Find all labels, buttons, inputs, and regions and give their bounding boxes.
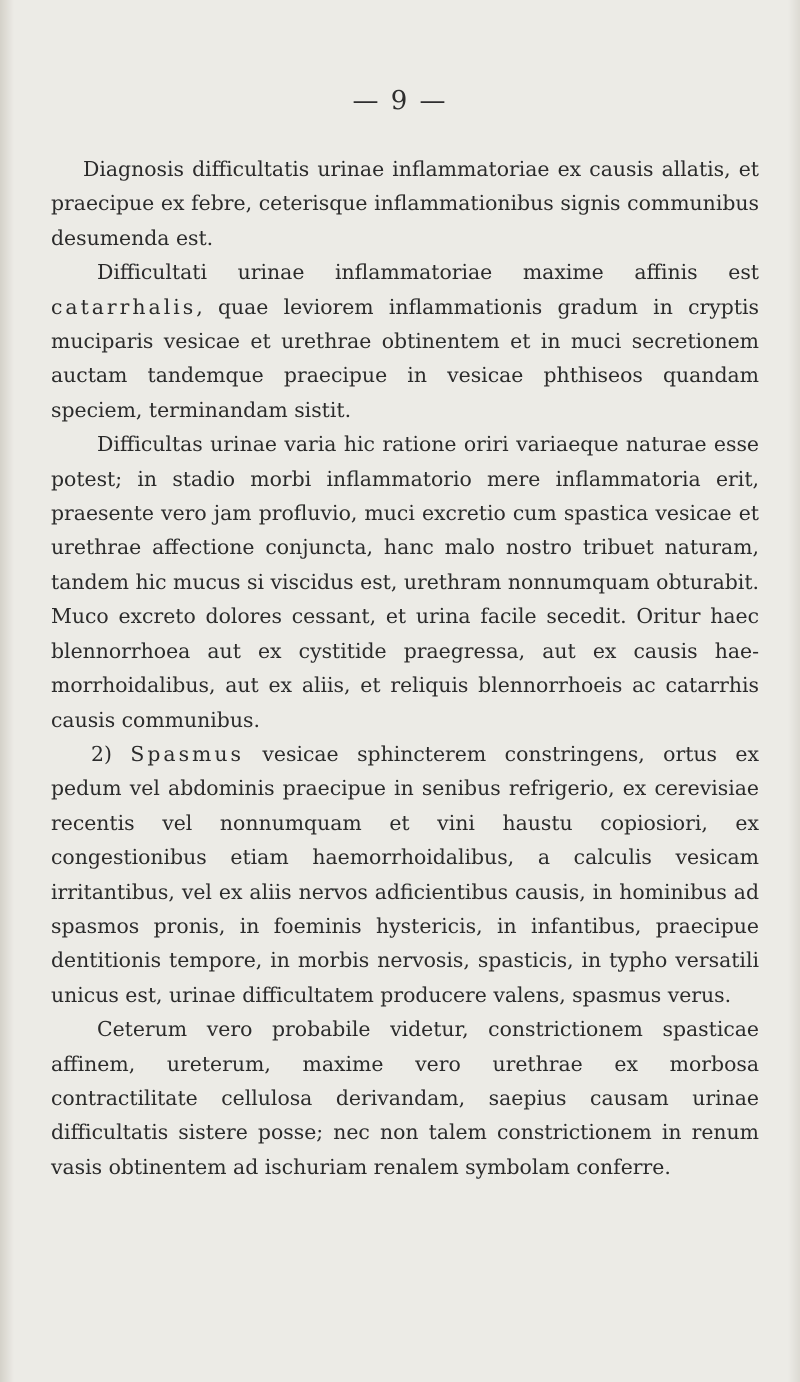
paragraph-text: Difficultas urinae varia hic ratione oriri variaeque naturae esse potest; in stadio morbi inflammatorio mere inflammatoria erit, praesente vero jam profluvio, muci excretio cum spastica vesicae et urethrae affectione conjuncta, hanc malo nostro tribuet naturam, tandem hic mucus si viscidus est, urethram nonnumquam obturabit. Muco excreto dolores cessant, et urina facile secedit. Oritur haec blennorrhoea aut ex cystitide praegressa, aut ex causis haemorrhoidalibus, aut ex aliis, et reliquis blennorrhoeis ac catarrhis causis communibus. [51,432,759,732]
paragraph-rest: vesicae sphincterem constringens, ortus ex pedum vel abdominis praecipue in senibus refrigerio, ex cerevisiae recentis vel nonnumquam et vini haustu copiosiori, ex congestionibus etiam haemorrhoidalibus, a calculis vesicam irritantibus, vel ex aliis nervos adficientibus causis, in hominibus ad spasmos pronis, in foeminis hystericis, in infantibus, praecipue dentitionis tempore, in morbis nervosis, spasticis, in typho versatili unicus est, urinae difficultatem producere valens, spasmus verus. [51,741,759,1007]
spaced-term: Spasmus [130,741,244,766]
page-edge-shadow-left [0,0,14,1382]
section-number: 2) [91,741,112,766]
paragraph-diagnosis [51,152,759,255]
paragraph-text: Diagnosis difficultatis urinae inflammatoriae ex causis allatis, et praecipue ex febre, ceterisque inflammationibus signis communibus desumenda est. [51,157,759,250]
spaced-term: catarrhalis [51,294,197,319]
paragraph-text: Ceterum vero probabile videtur, constrictionem spasticae affinem, ureterum, maxime vero urethrae ex morbosa contractilitate cellulosa derivandam, saepius causam urinae difficultatis sistere posse; nec non talem constrictionem in renum vasis obtinentem ad ischuriam renalem symbolam conferre. [51,1017,759,1179]
paragraph-spasmus [51,737,759,1012]
paragraph-lead: Difficultati urinae inflammatoriae maxime affinis est [97,260,759,285]
paragraph-varia-ratione [51,427,759,737]
paragraph-catarrhalis [51,255,759,427]
page-number: — 9 — [352,86,448,116]
page-edge-shadow-right [788,0,800,1382]
paragraph-ceterum [51,1012,759,1184]
paragraph-rest: , quae leviorem inflammationis gradum in cryptis muciparis vesicae et urethrae obtinentem et in muci secretionem auctam tandemque praecipue in vesicae phthiseos quandam speciem, terminandam sistit. [51,294,759,422]
body-text [51,152,759,1184]
